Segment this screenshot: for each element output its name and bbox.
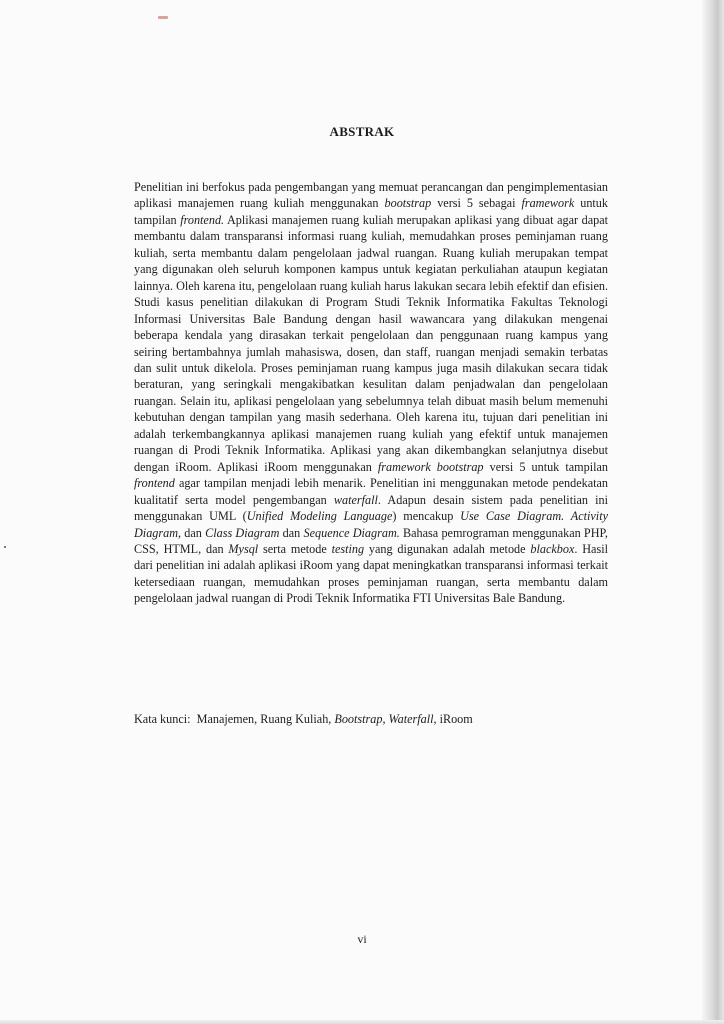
keywords-plain: Manajemen, Ruang Kuliah,	[196, 712, 332, 726]
scan-bottom-edge	[0, 1020, 724, 1024]
abstract-text-run: versi 5 untuk tampilan	[483, 459, 608, 474]
abstract-italic-term: Sequence Diagram.	[303, 525, 400, 540]
keywords-italic: Bootstrap, Waterfall,	[334, 712, 437, 726]
abstract-text-run: . Hasil dari penelitian ini adalah aplikasi iRoom yang dapat meningkatkan transparansi informasi terkait ketersediaan ruangan, memudahkan proses peminjaman ruangan, serta membantu dalam pengelolaan jadwal ruangan di Prodi Teknik Informatika FTI Universitas Bale Bandung.	[134, 541, 608, 606]
abstract-body	[134, 179, 608, 607]
abstract-italic-term: Class Diagram	[205, 525, 280, 540]
abstract-italic-term: waterfall	[333, 492, 378, 507]
abstract-text-run: serta metode	[258, 541, 332, 556]
abstract-italic-term: Unified Modeling Language	[246, 509, 393, 524]
abstract-text-run: dan	[181, 525, 206, 540]
abstract-italic-term: testing	[331, 541, 365, 556]
abstract-text-run: dan	[279, 525, 304, 540]
keywords-label: Kata kunci:	[134, 712, 191, 726]
abstract-italic-term: framework bootstrap	[377, 459, 484, 474]
abstract-text-run: Bahasa pemrograman menggunakan PHP, CSS, HTML, dan	[134, 525, 608, 556]
abstract-italic-term: bootstrap	[384, 196, 432, 211]
abstract-text-run: . Adapun desain sistem pada penelitian ini menggunakan UML (	[134, 492, 608, 524]
abstract-italic-term: blackbox	[530, 541, 575, 556]
abstract-text-run: agar tampilan menjadi lebih menarik. Penelitian ini menggunakan metode pendekatan kualitatif serta model pengembangan	[134, 476, 608, 507]
abstract-text-run: untuk tampilan	[134, 196, 608, 227]
scan-edge-shadow	[702, 0, 724, 1024]
abstract-text-run: Aplikasi manajemen ruang kuliah merupakan aplikasi yang dibuat agar dapat membantu dalam transparansi informasi ruang kuliah, memudahkan proses peminjaman ruang kuliah, serta membantu dalam pengelolaan jadwal ruangan. Ruang kuliah merupakan tempat yang digunakan oleh seluruh komponen kampus untuk kegiatan perkuliahan ataupun kegiatan lainnya. Oleh karena itu, pengelolaan ruang kuliah harus lakukan secara lebih efektif dan efisien. Studi kasus penelitian dilakukan di Program Studi Teknik Informatika Fakultas Teknologi Informasi Universitas Bale Bandung dengan hasil wawancara yang dilakukan mengenai beberapa kendala yang dirasakan terkait pengelolaan dan penggunaan ruang kampus yang seiring bertambahnya jumlah mahasiswa, dosen, dan staff, ruangan menjadi semakin terbatas dan sulit untuk dikelola. Proses peminjaman ruang kampus juga masih dilakukan secara tidak beraturan, yang seringkali mengakibatkan kesulitan dalam penjadwalan dan pengelolaan ruangan. Selain itu, aplikasi pengelolaan yang sebelumnya telah dibuat masih belum memenuhi kebutuhan dengan tampilan yang masih sederhana. Oleh karena itu, tujuan dari penelitian ini adalah terkembangkannya aplikasi manajemen ruang kuliah yang efektif untuk manajemen ruangan di Prodi Teknik Informatika. Aplikasi yang akan dikembangkan selanjutnya disebut dengan iRoom. Aplikasi iRoom menggunakan	[134, 212, 608, 474]
keywords-line	[134, 711, 608, 727]
abstract-italic-term: Mysql	[228, 541, 259, 556]
abstract-text-run: yang digunakan adalah metode	[364, 541, 531, 556]
abstract-text-run: Penelitian ini berfokus pada pengembangan yang memuat perancangan dan pengimplementasian aplikasi manajemen ruang kuliah menggunakan	[134, 180, 608, 211]
abstract-italic-term: framework	[521, 196, 575, 211]
abstract-italic-term: frontend.	[180, 212, 225, 227]
abstract-text-run: ) mencakup	[392, 509, 461, 524]
abstract-text-run: versi 5 sebagai	[431, 196, 522, 211]
abstract-italic-term: frontend	[134, 476, 175, 491]
scan-dot	[4, 546, 6, 548]
scan-mark	[158, 16, 168, 19]
abstract-italic-term: Use Case Diagram. Activity Diagram,	[134, 509, 608, 540]
page-title: ABSTRAK	[329, 124, 395, 139]
keywords-last: iRoom	[439, 712, 473, 726]
page-number: vi	[357, 932, 367, 946]
